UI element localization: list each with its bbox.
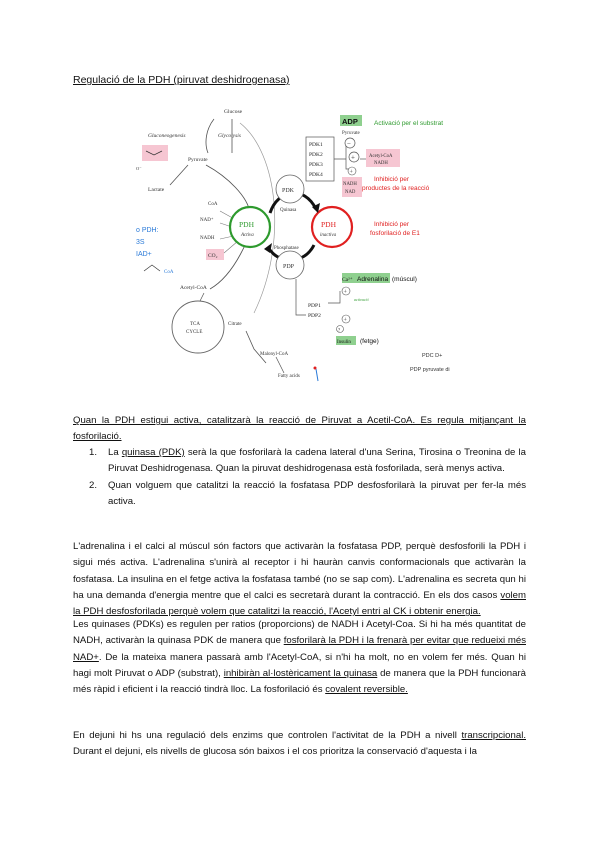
plus-sign-3: + [343,289,347,296]
left-fragment-2: 3S [136,239,145,246]
co2-label: CO₂ [208,253,218,259]
gluconeogenesis-arrow [206,119,214,153]
para1-text: L'adrenalina i el calci al múscul són factors que activaràn la fosfatasa PDP, perquè desfosforili la PDH i sigui més activa. L'adrenalina s'unirà al receptor i hi hauràn canvis conformacionals que activaràn la fosfatasa. La insulina en el fetge activa la fosfatasa també (no se sap com). L'adrenalina es secreta qun hi ha una demanda d'energia mentre que el calci es secretarà durant la contracció. En els dos casos [73,541,526,601]
red-dot [314,367,317,370]
pdk-label: PDK [282,188,295,194]
activation-small-label: activació [354,297,369,302]
nadh-box-label-1: NADH [343,182,357,187]
citrate-label: Citrate [228,322,242,327]
page-title: Regulació de la PDH (piruvat deshidrogenasa) [73,74,290,86]
gluconeogenesis-label: Gluconeogenesis [148,133,186,139]
fatty-acids-label: Fatty acids [278,374,300,379]
acetylcoa-nadh-label-2: NADH [374,161,388,166]
para3-text-2: Durant el dejuni, els nivells de glucosa són baixos i el cos prioritza la conservació d'aquesta i la [73,746,477,758]
adrenalina-label: Adrenalina [357,276,389,283]
pdh-inactive-label: PDH [321,220,337,229]
regulation-list [73,445,526,510]
nad-plus-label: NAD⁺ [200,218,214,223]
para2-underline-2: inhibiràn al·lostèricament la quinasa [223,667,378,679]
pdk-list-item: PDK1 [309,142,323,148]
carboxylate-label: O⁻ [136,166,142,171]
adrenalina-paragraph [73,539,526,620]
malonyl-coa-label: Malonyl-CoA [260,352,289,357]
muscul-label: (múscul) [392,276,417,283]
list-number: 2. [89,479,98,491]
tca-cycle-circle [172,301,224,353]
inhibition-phosphorylation-label-2: fosforilació de E1 [370,230,420,237]
pdh-active-sub: Activa [241,233,254,238]
acetyl-to-tca-arrow [200,293,204,301]
list-text: Quan volguem que catalitzi la reacció la fosfatasa PDP desfosforilarà la piruvat per fer-la més activa. [108,479,526,507]
intro-paragraph [73,413,526,446]
para2-text-1: Les quinases (PDKs) es regulen per ratios (proporcions) de NADH i Acetyl-Coa. Si hi ha més quantitat de NADH, activaràn la quinasa PDK de manera que [73,619,526,647]
left-fragment-3: IAD+ [136,251,152,258]
pdh-active-label: PDH [239,220,255,229]
para2-underline-1: fosforilarà la PDH i la frenarà per evitar que redueixi més NAD+ [73,635,526,663]
para3-underline: transcripcional. [461,730,526,741]
list-underline: quinasa (PDK) [121,447,185,458]
acetyl-coa-label: Acetyl-CoA [180,285,207,291]
pdp-bracket [296,279,340,315]
para2-underline-3: covalent reversible. [325,684,408,696]
para3-text-1: En dejuni hi hs una regulació dels enzims que controlen l'activitat de la PDH a nivell [73,730,462,741]
activation-substrate-label: Activació per el substrat [374,120,444,127]
pdp-label: PDP [283,264,295,270]
inhibition-products-label-2: productes de la reacció [362,185,430,192]
fetge-label: (fetge) [360,338,379,345]
citrate-arrow [246,331,266,363]
para2-text-3: de manera que la PDH funcionarà més ràpid i eficient i la reacció tindrà lloc. La fosforilació és [73,667,526,696]
para1-underline: volem la PDH desfosforilada perquè volem que catalitzi la reacció, l'Acetyl entri al CK i obtenir energia. [73,589,526,618]
list-item [73,445,526,478]
list-item [73,478,526,511]
pdh-inactive-sub: inactiva [320,233,337,238]
glycolysis-label: Glycolysis [218,133,241,139]
lactate-label: Lactate [148,187,165,193]
blue-mark [316,369,318,381]
minus-sign: − [347,139,351,148]
glucose-label: Glucose [224,109,243,115]
tca-label-1: TCA [190,322,200,327]
pdk-list-item: PDK2 [309,152,323,158]
coa-label: CoA [208,202,218,207]
pdk-list-item: PDK4 [309,172,323,178]
plus-sign-2: + [349,169,353,176]
acetyl-structure [144,265,160,271]
insulin-label: Insulin [337,340,351,345]
legend-fragment-1: PDC D+ [422,353,443,359]
pyruvate-structure-box [142,145,168,161]
question-sign: ? [338,328,341,334]
legend-fragment-2: PDP pyruvate di [410,367,450,373]
pyruvate-label: Pyruvate [188,157,208,163]
acetyl-coa-structure-label: CoA [164,270,174,275]
inhibition-products-label-1: Inhibició per [374,176,410,183]
dejuni-paragraph [73,728,526,761]
pdp-list-item: PDP2 [308,313,321,319]
nadh-label: NADH [200,236,215,241]
acetylcoa-nadh-label-1: Acetyl-CoA [369,154,393,159]
pdp-list-item: PDP1 [308,303,321,309]
left-fragment-1: o PDH: [136,227,159,234]
adp-label: ADP [342,117,358,126]
list-text-post: serà la que fosforilarà la cadena lateral d'una Serina, Tirosina o Treonina de la Piruvat Deshidrogenasa. Quan la piruvat deshidrogenasa està fosforilada, serà menys activa. [108,447,527,475]
fatty-acid-arrow [276,357,284,373]
list-number: 1. [89,447,98,458]
plus-sign: + [351,153,355,162]
tca-label-2: CYCLE [186,330,203,335]
list-text-pre: La [108,447,122,458]
pyruvate-small-label: Pyruvate [342,131,360,136]
inhibition-phosphorylation-label-1: Inhibició per [374,221,410,228]
lactate-arrow [170,165,188,185]
ca-label: Ca²⁺ [342,277,353,283]
pdh-regulation-figure [128,93,468,393]
pdh-diagram [128,93,468,393]
nadh-box-label-2: NAD [345,190,356,195]
plus-sign-4: + [343,317,347,324]
para2-text-2: . De la mateixa manera passarà amb l'Acetyl-CoA, si n'hi ha molt, no en volem fer més. Quan hi hagi molt Piruvat o ADP (substrat), [73,651,526,679]
intro-text: Quan la PDH estigui activa, catalitzarà la reacció de Piruvat a Acetil-CoA. Es regula mitjançant la fosforilació. [73,415,526,443]
quinases-paragraph [73,617,526,698]
pdk-list-item: PDK3 [309,162,323,168]
phosphatase-label: Phosphatase [274,246,299,251]
quinasa-label: Quinasa [280,208,297,213]
